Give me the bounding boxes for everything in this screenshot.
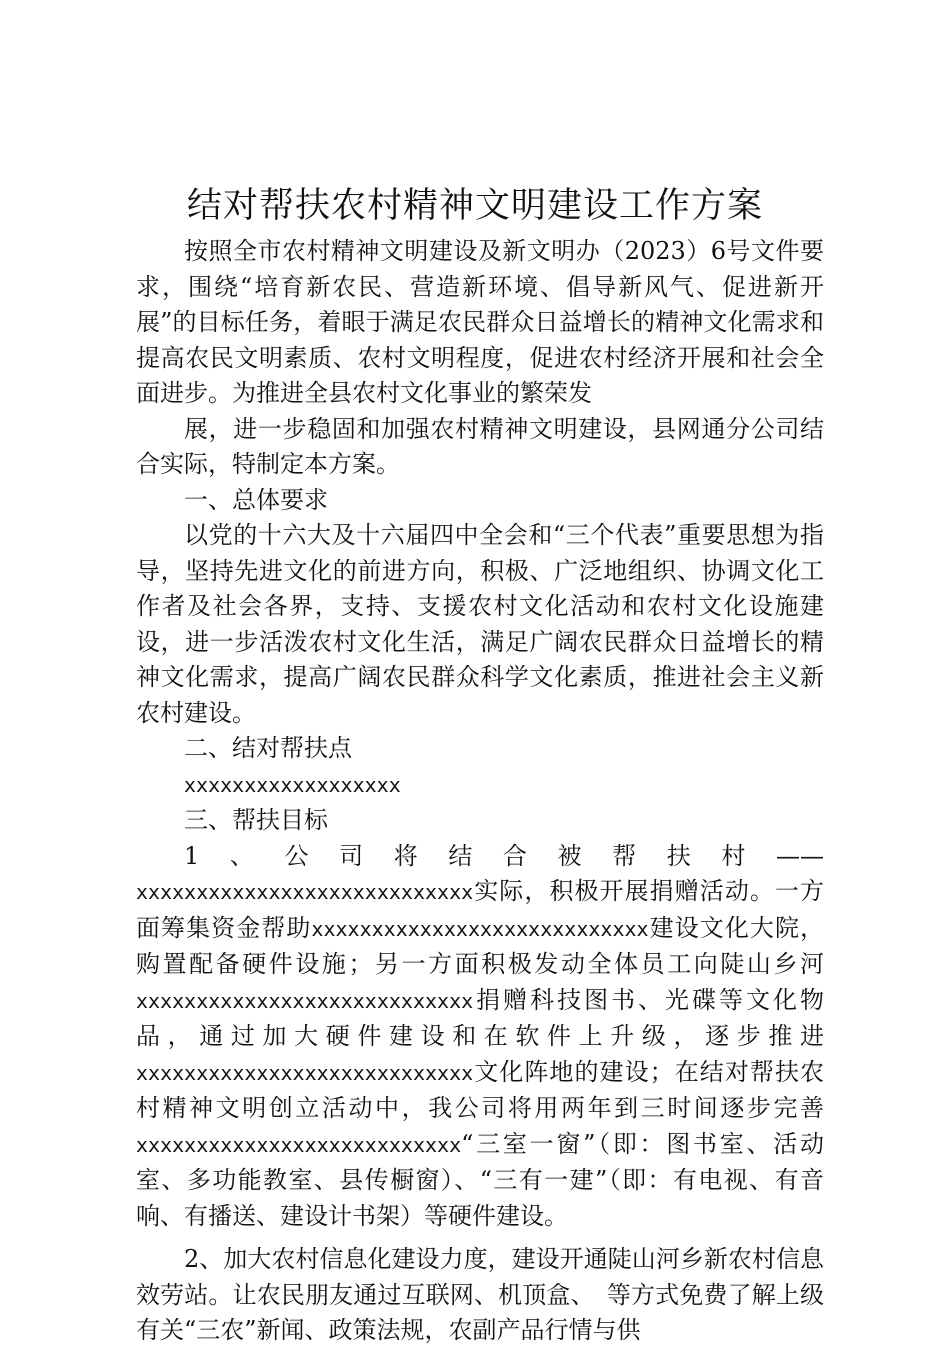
redacted-text: xxxxxxxxxxxxxxxxxxxxxxxxxxxx: [136, 1060, 474, 1085]
goal-paragraph-2: 2、加大农村信息化建设力度，建设开通陡山河乡新农村信息效劳站。让农民朋友通过互联网、机顶盒、 等方式免费了解上级有关“三农”新闻、政策法规，农副产品行情与供: [136, 1245, 824, 1344]
redacted-text: xxxxxxxxxxxxxxxxxxxxxxxxxxxx: [136, 880, 474, 904]
goal-1-text-c: 建设文化大院，购置配备硬件设施；另一方面积极发动全体员工向陡山乡河: [136, 913, 824, 978]
intro-paragraph-1: 按照全市农村精神文明建设及新文明办（2023）6号文件要求，围绕“培育新农民、营造新环境、倡导新风气、促进新开展”的目标任务，着眼于满足农民群众日益增长的精神文化需求和提高农民文明素质、农村文明程度，促进农村经济开展和社会全面进步。为推进全县农村文化事业的繁荣发: [136, 237, 824, 407]
section-heading-goals: 三、帮扶目标: [184, 806, 328, 834]
goal-1-text-a: 1、公司将结合被帮扶村——: [184, 841, 824, 870]
section-heading-general-requirements: 一、总体要求: [184, 485, 328, 514]
goal-1-text-e: 文化阵地的建设；在结对帮扶农村精神文明创立活动中，我公司将用两年到三时间逐步完善: [136, 1057, 824, 1122]
redacted-text: xxxxxxxxxxxxxxxxxxxxxxxxxxxx: [136, 988, 474, 1013]
goal-1-text-b: 实际，积极开展捐赠活动。一方面筹集资金帮助: [136, 877, 824, 942]
redacted-text: xxxxxxxxxxxxxxxxxxxxxxxxxxxx: [311, 916, 649, 941]
pairing-point-paragraph: [136, 767, 824, 804]
section-heading-pairing-point: 二、结对帮扶点: [184, 734, 352, 762]
goal-1-text-d: 捐赠科技图书、光碟等文化物品，通过加大硬件建设和在软件上升级，逐步推进: [136, 985, 824, 1050]
intro-paragraph-2: 展，进一步稳固和加强农村精神文明建设，县网通分公司结合实际，特制定本方案。: [136, 414, 824, 478]
goal-1-text-f: “三室一窗”（即：图书室、活动室、多功能教室、县传橱窗）、“三有一建”（即：有电视、有音响、有播送、建设计书架）等硬件建设。: [136, 1129, 824, 1230]
general-requirements-paragraph: 以党的十六大及十六届四中全会和“三个代表”重要思想为指导，坚持先进文化的前进方向，积极、广泛地组织、协调文化工作者及社会各界，支持、支援农村文化活动和农村文化设施建设，进一步活泼农村文化生活，满足广阔农民群众日益增长的精神文化需求，提高广阔农民群众科学文化素质，推进社会主义新农村建设。: [136, 521, 824, 727]
document-body: [136, 234, 824, 1349]
redacted-text: xxxxxxxxxxxxxxxxxx: [184, 772, 401, 797]
document-title: 结对帮扶农村精神文明建设工作方案: [186, 186, 763, 226]
redacted-text: xxxxxxxxxxxxxxxxxxxxxxxxxxx: [136, 1132, 462, 1157]
goal-paragraph-1: [136, 839, 824, 1235]
